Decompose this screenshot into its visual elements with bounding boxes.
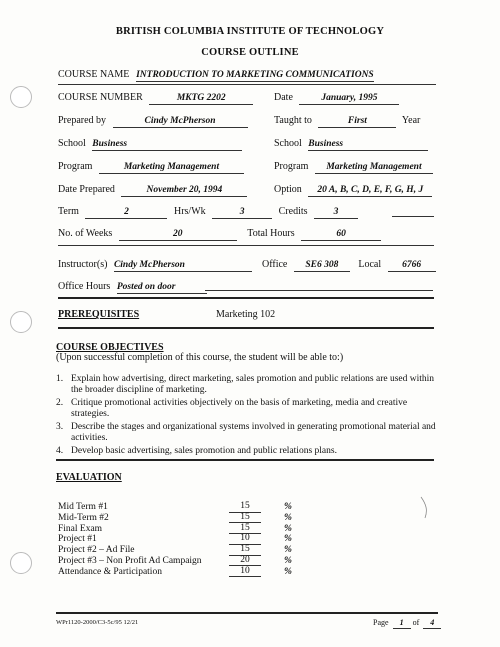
- date-prepared-field: [58, 184, 247, 197]
- credits-label: Credits: [278, 206, 308, 217]
- instructor-label: Instructor(s): [58, 259, 108, 270]
- date-label: Date: [274, 92, 293, 103]
- document-title: COURSE OUTLINE: [201, 47, 299, 58]
- office-hours-label: Office Hours: [58, 281, 111, 292]
- rule-after-prerequisites: [58, 327, 434, 329]
- prerequisites-heading: PREREQUISITES: [58, 309, 140, 320]
- program-label: Program: [58, 161, 93, 172]
- rule-footer: [56, 612, 438, 614]
- program-value: Marketing Management: [99, 162, 244, 174]
- credits-value: 3: [314, 207, 358, 219]
- hrs-value: 3: [212, 207, 272, 219]
- footer-code: WPr1120-2000/C3-5c/95 12/21: [56, 619, 139, 626]
- term-label: Term: [58, 206, 79, 217]
- prepared-by-label: Prepared by: [58, 115, 107, 126]
- term-value: 2: [85, 207, 167, 219]
- rule-course-name: [58, 84, 436, 85]
- prepared-by-value: Cindy McPherson: [113, 116, 248, 128]
- program2-label: Program: [274, 161, 309, 172]
- rule-after-hours: [58, 245, 434, 246]
- prerequisites-value: Marketing 102: [216, 309, 276, 320]
- binder-hole-top: [10, 86, 32, 108]
- evaluation-row: Project #3 – Non Profit Ad Campaign 20 %: [58, 554, 292, 566]
- course-name-value: INTRODUCTION TO MARKETING COMMUNICATIONS: [136, 70, 374, 80]
- evaluation-row: Project #2 – Ad File 15 %: [58, 544, 292, 556]
- date-field: [274, 92, 399, 105]
- date-value: January, 1995: [299, 93, 399, 105]
- rule-section-divider: [58, 297, 434, 299]
- objective-item: 2. Critique promotional activities objectively on the basis of marketing, media and creative strategies.: [56, 398, 408, 419]
- instructor-field: [58, 259, 252, 272]
- option-field: [274, 184, 432, 197]
- school2-label: School: [274, 138, 302, 149]
- objectives-heading: COURSE OBJECTIVES: [56, 342, 164, 353]
- taught-to-value: First: [318, 116, 396, 128]
- total-hours-value: 60: [301, 229, 381, 241]
- office-label: Office: [262, 259, 288, 270]
- term-field: [58, 206, 358, 219]
- weeks-field: [58, 228, 381, 241]
- course-number-value: MKTG 2202: [149, 93, 253, 105]
- program-field: [58, 161, 244, 174]
- evaluation-row: Mid-Term #2 15 %: [58, 511, 292, 523]
- course-number-field: [58, 92, 253, 105]
- taught-to-label: Taught to: [274, 115, 312, 126]
- school2-value: Business: [308, 139, 428, 151]
- local-label: Local: [358, 259, 382, 270]
- option-label: Option: [274, 184, 302, 195]
- pencil-mark: [418, 496, 432, 520]
- objective-item: 3. Describe the stages and organizational systems involved in generating promotional material and activities.: [56, 422, 436, 443]
- binder-hole-bottom: [10, 552, 32, 574]
- office-hours-field: [58, 281, 207, 294]
- instructor-value: Cindy McPherson: [114, 260, 252, 272]
- taught-to-field: [274, 115, 420, 128]
- rule-after-objectives: [56, 459, 434, 461]
- office-hours-value: Posted on door: [117, 282, 207, 294]
- institute-title: BRITISH COLUMBIA INSTITUTE OF TECHNOLOGY: [115, 26, 385, 37]
- page-number: Page 1 of 4: [373, 617, 441, 629]
- rule-credits-extension: [392, 216, 434, 217]
- weeks-value: 20: [119, 229, 237, 241]
- local-value: 6766: [388, 260, 436, 272]
- school-value: Business: [92, 139, 242, 151]
- evaluation-heading: EVALUATION: [56, 472, 122, 483]
- office-field: [262, 259, 436, 272]
- office-value: SE6 308: [294, 260, 350, 272]
- school-label: School: [58, 138, 86, 149]
- objective-item: 4. Develop basic advertising, sales promotion and public relations plans.: [56, 446, 337, 456]
- option-value: 20 A, B, C, D, E, F, G, H, J: [308, 185, 432, 197]
- program2-field: [274, 161, 433, 174]
- prepared-by-field: [58, 115, 248, 128]
- school-field: [58, 138, 242, 151]
- objectives-list: [56, 374, 441, 460]
- evaluation-row: Project #1 10 %: [58, 533, 292, 545]
- evaluation-row: Mid Term #1 15 %: [58, 501, 292, 512]
- course-number-label: COURSE NUMBER: [58, 92, 143, 103]
- evaluation-row: Attendance & Participation 10 %: [58, 565, 292, 577]
- course-name-field: [58, 69, 374, 82]
- weeks-label: No. of Weeks: [58, 228, 113, 239]
- date-prepared-label: Date Prepared: [58, 184, 115, 195]
- evaluation-row: Final Exam 15 %: [58, 522, 292, 534]
- program2-value: Marketing Management: [315, 162, 433, 174]
- hrs-label: Hrs/Wk: [173, 206, 206, 217]
- school2-field: [274, 138, 428, 151]
- evaluation-table: [58, 502, 318, 578]
- total-hours-label: Total Hours: [247, 228, 295, 239]
- binder-hole-middle: [10, 311, 32, 333]
- objectives-intro: (Upon successful completion of this course, the student will be able to:): [56, 352, 344, 363]
- rule-office-hours-extension: [205, 290, 433, 291]
- year-label: Year: [401, 115, 421, 126]
- objective-item: 1. Explain how advertising, direct marketing, sales promotion and public relations are used within the broader discipline of marketing.: [56, 374, 435, 395]
- date-prepared-value: November 20, 1994: [121, 185, 247, 197]
- course-name-label: COURSE NAME: [58, 69, 130, 80]
